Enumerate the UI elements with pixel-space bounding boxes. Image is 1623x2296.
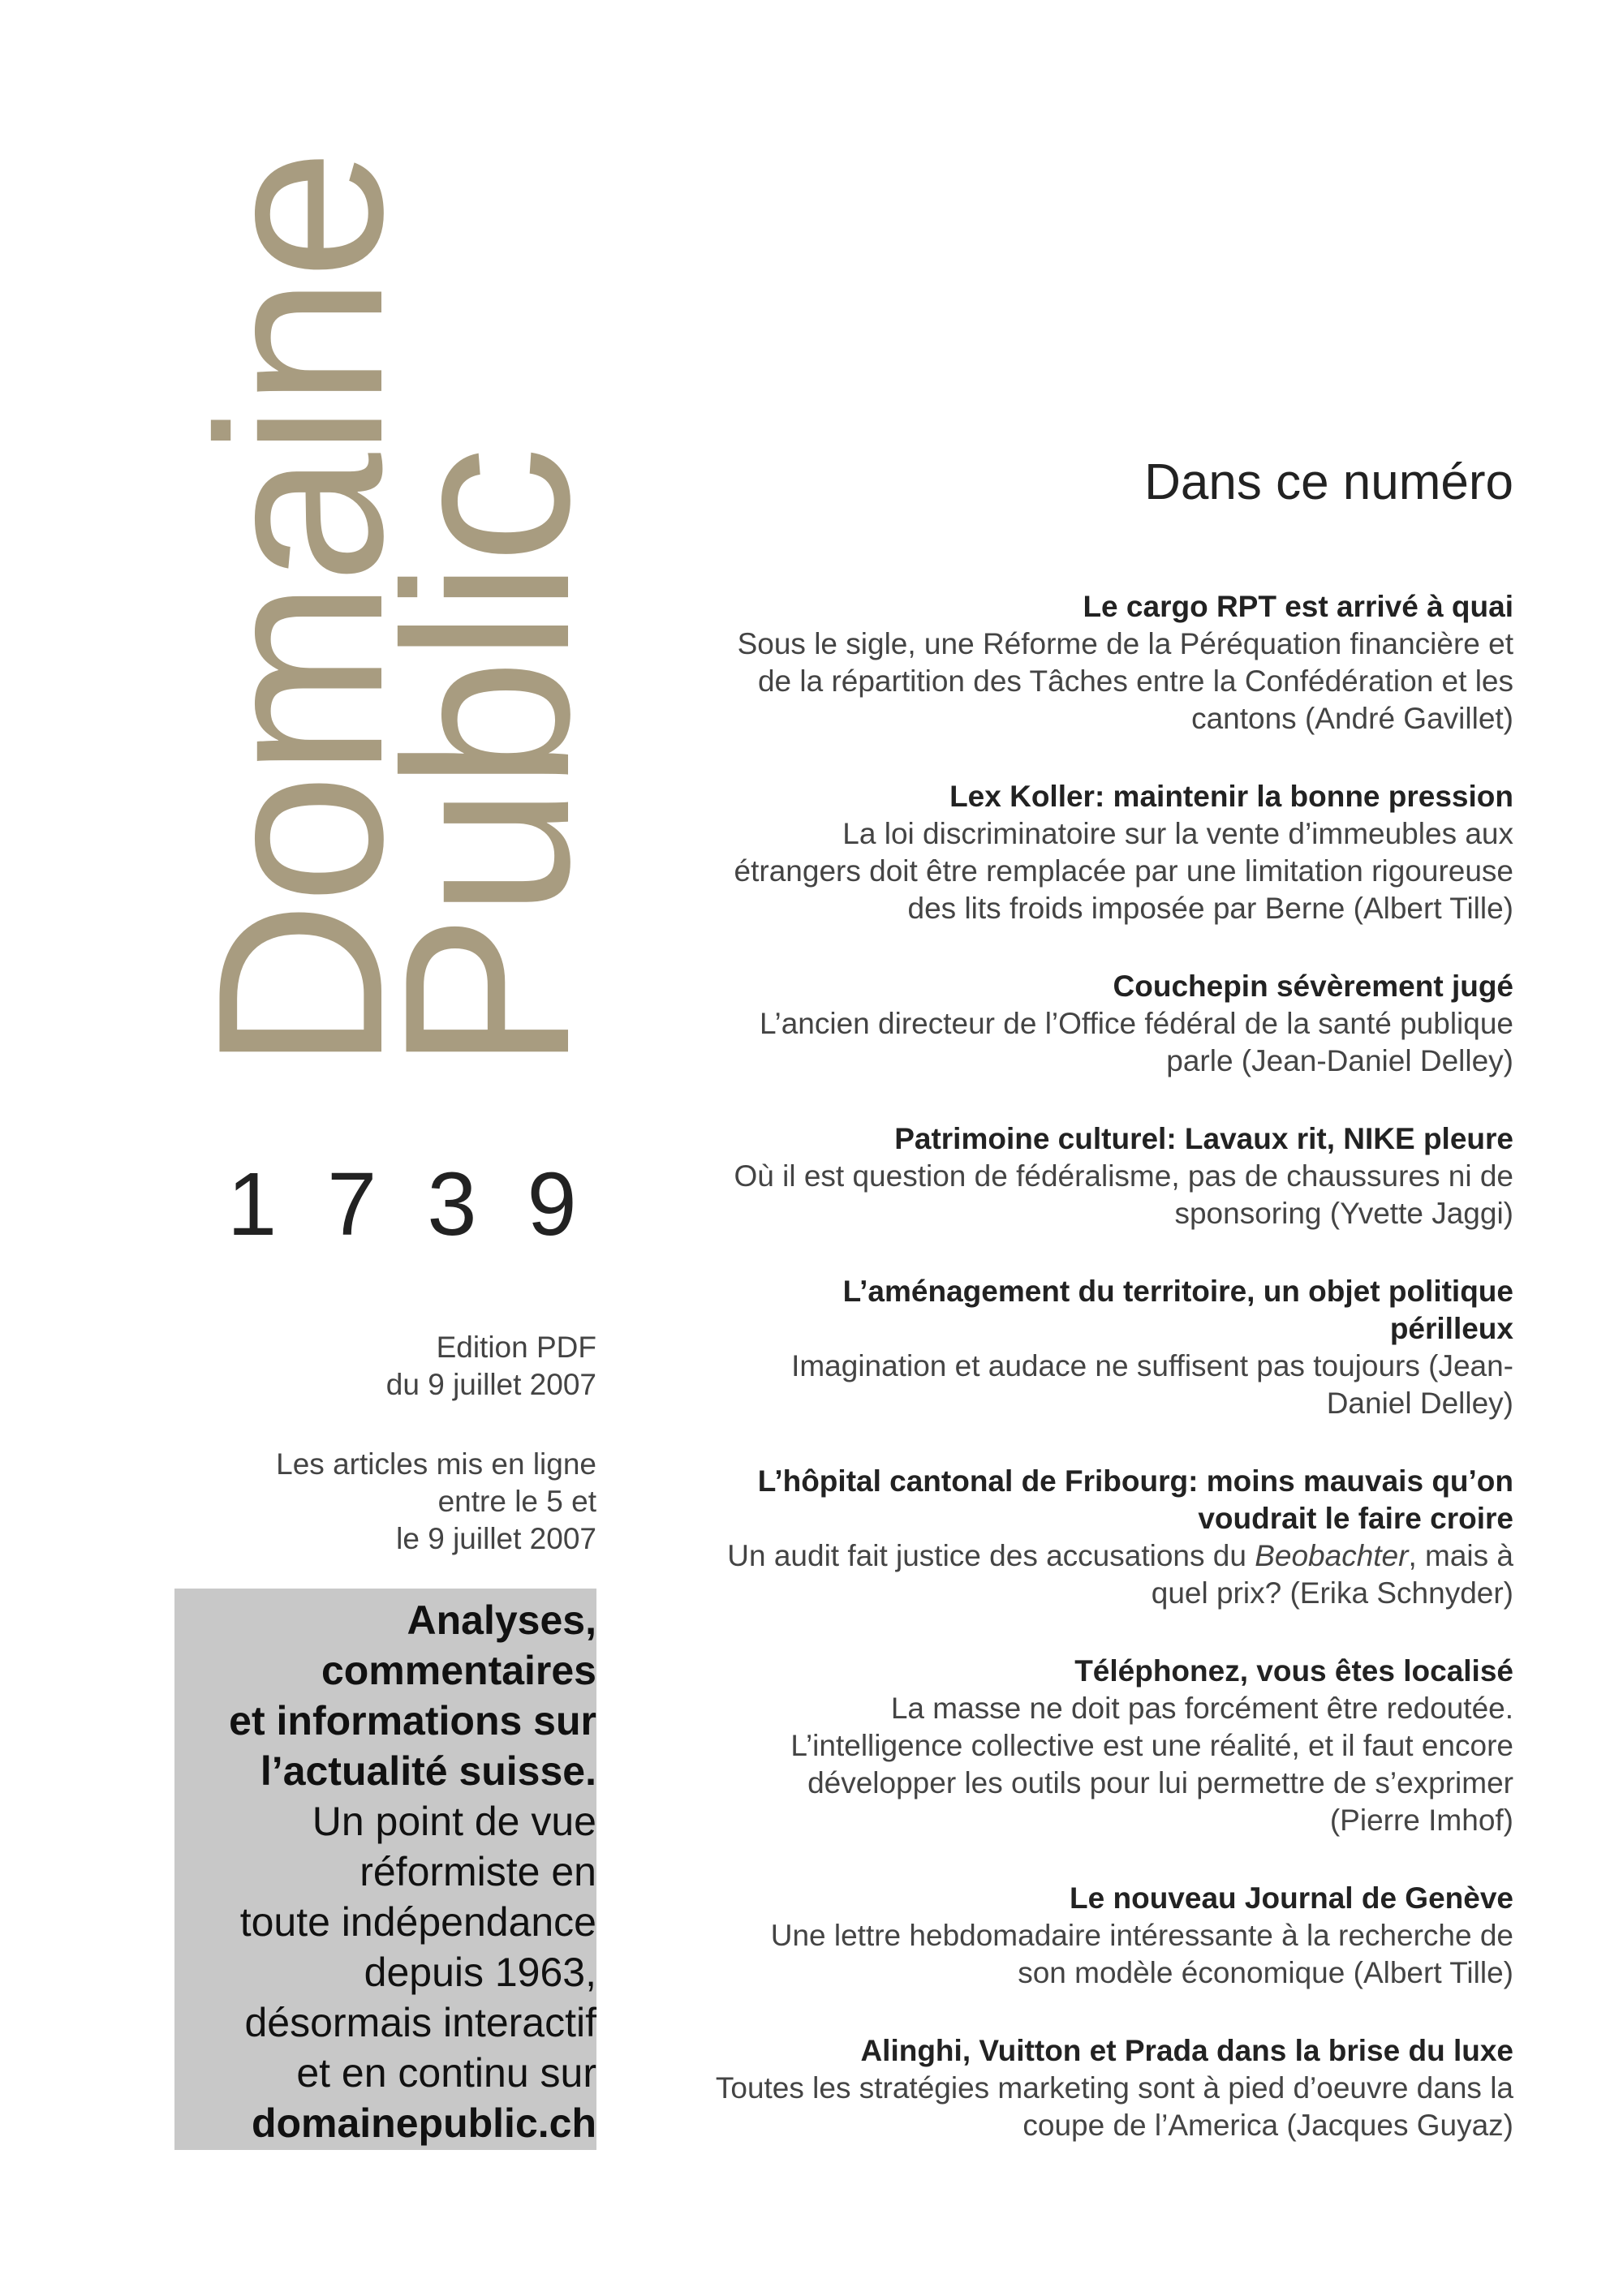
toc-item-desc: La loi discriminatoire sur la vente d’immeubles aux étrangers doit être remplacée par une limitation rigoureuse des lits froids imposée par Berne (Albert Tille) (734, 817, 1513, 925)
toc-item-title[interactable]: Téléphonez, vous êtes localisé (1074, 1654, 1513, 1688)
issue-number: 1739 (227, 1154, 627, 1254)
toc-item-desc: Toutes les stratégies marketing sont à pied d’oeuvre dans la coupe de l’America (Jacques Guyaz) (715, 2071, 1513, 2142)
edition-line: Edition PDF (436, 1331, 596, 1364)
online-line: le 9 juillet 2007 (396, 1522, 596, 1555)
masthead-word-domaine: Domaine (169, 152, 432, 1071)
toc-item-title[interactable]: Le nouveau Journal de Genève (1070, 1881, 1513, 1915)
online-info (174, 1446, 596, 1558)
promo-bold-line: et informations sur (229, 1698, 596, 1743)
toc-item-desc: Imagination et audace ne suffisent pas toujours (Jean-Daniel Delley) (791, 1349, 1513, 1420)
desc-text: Un audit fait justice des accusations du (727, 1539, 1255, 1572)
desc-text: , mais à quel prix? (Erika Schnyder) (1151, 1539, 1513, 1610)
promo-bold-line: l’actualité suisse. (260, 1748, 596, 1794)
toc-item[interactable] (714, 2032, 1513, 2144)
toc-item-desc: Où il est question de fédéralisme, pas de chaussures ni de sponsoring (Yvette Jaggi) (734, 1159, 1513, 1230)
toc-item-title[interactable]: Le cargo RPT est arrivé à quai (1083, 590, 1513, 623)
toc-item[interactable] (714, 968, 1513, 1080)
desc-italic: Beobachter (1255, 1539, 1409, 1572)
toc-item[interactable] (714, 1653, 1513, 1839)
promo-line: depuis 1963, (364, 1950, 596, 1995)
toc-item-title[interactable]: Alinghi, Vuitton et Prada dans la brise du luxe (860, 2034, 1513, 2067)
promo-line: et en continu sur (296, 2050, 596, 2096)
promo-line: toute indépendance (239, 1899, 596, 1945)
toc-item-desc: La masse ne doit pas forcément être redoutée. L’intelligence collective est une réalité, et il faut encore développer les outils pour lui permettre de s’exprimer (Pierre Imhof) (790, 1692, 1513, 1837)
toc-item-desc (714, 1537, 1513, 1612)
toc-item-desc: Une lettre hebdomadaire intéressante à la recherche de son modèle économique (Albert Tille) (770, 1919, 1513, 1989)
online-line: Les articles mis en ligne (276, 1447, 596, 1481)
toc-item-title[interactable]: L’aménagement du territoire, un objet politique périlleux (842, 1275, 1513, 1345)
toc-item-title[interactable]: Couchepin sévèrement jugé (1113, 970, 1513, 1003)
toc-item-desc: L’ancien directeur de l’Office fédéral de la santé publique parle (Jean-Daniel Delley) (759, 1007, 1513, 1077)
masthead-title (169, 0, 618, 1071)
online-line: entre le 5 et (437, 1485, 596, 1518)
promo-bold-line: Analyses, (407, 1597, 596, 1643)
promo-bold-line: commentaires (321, 1648, 596, 1693)
toc-item[interactable] (714, 778, 1513, 927)
toc-item[interactable] (714, 1273, 1513, 1422)
promo-box (174, 1589, 596, 2150)
toc-item-title[interactable]: Lex Koller: maintenir la bonne pression (949, 780, 1513, 813)
toc-item[interactable] (714, 1463, 1513, 1612)
masthead-word-public: Public (355, 449, 618, 1071)
edition-info (174, 1329, 596, 1404)
toc-item-desc: Sous le sigle, une Réforme de la Péréquation financière et de la répartition des Tâches entre la Confédération et les cantons (André Gavillet) (737, 627, 1513, 735)
edition-date: du 9 juillet 2007 (385, 1368, 596, 1401)
toc-item[interactable] (714, 1120, 1513, 1232)
toc-item-title[interactable]: L’hôpital cantonal de Fribourg: moins mauvais qu’on voudrait le faire croire (757, 1464, 1513, 1535)
table-of-contents (714, 450, 1513, 2185)
toc-title: Dans ce numéro (1144, 454, 1513, 510)
toc-item[interactable] (714, 588, 1513, 737)
promo-line: réformiste en (359, 1849, 596, 1894)
toc-item-title[interactable]: Patrimoine culturel: Lavaux rit, NIKE pleure (894, 1122, 1513, 1155)
toc-item[interactable] (714, 1880, 1513, 1992)
promo-site-link[interactable]: domainepublic.ch (251, 2100, 596, 2146)
promo-line: désormais interactif (244, 2000, 596, 2045)
promo-line: Un point de vue (312, 1799, 596, 1844)
